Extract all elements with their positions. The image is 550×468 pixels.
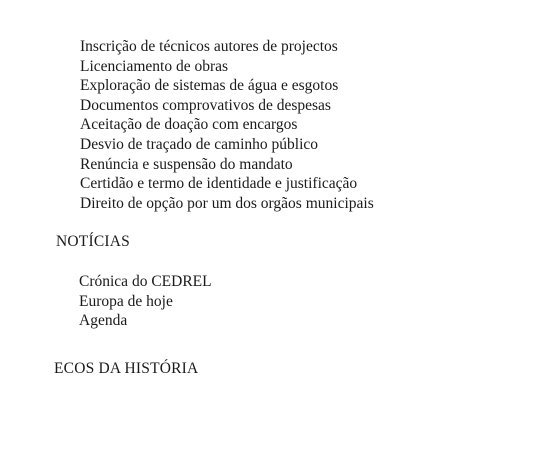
list-item: Desvio de traçado de caminho público bbox=[80, 135, 319, 153]
topics-list bbox=[80, 37, 374, 213]
list-item: Direito de opção por um dos orgãos municipais bbox=[80, 194, 374, 212]
list-item: Licenciamento de obras bbox=[80, 57, 229, 75]
list-item: Crónica do CEDREL bbox=[79, 273, 212, 290]
list-item: Certidão e termo de identidade e justificação bbox=[80, 175, 358, 193]
section-heading-noticias: NOTÍCIAS bbox=[56, 233, 130, 250]
list-item: Documentos comprovativos de despesas bbox=[80, 96, 331, 114]
section-heading-ecos: ECOS DA HISTÓRIA bbox=[54, 360, 199, 377]
list-item: Aceitação de doação com encargos bbox=[80, 116, 298, 134]
noticias-list bbox=[79, 272, 212, 331]
list-item: Agenda bbox=[79, 312, 128, 330]
list-item: Renúncia e suspensão do mandato bbox=[80, 155, 293, 173]
list-item: Europa de hoje bbox=[79, 292, 173, 310]
list-item: Inscrição de técnicos autores de projectos bbox=[80, 38, 338, 55]
list-item: Exploração de sistemas de água e esgotos bbox=[80, 77, 339, 95]
